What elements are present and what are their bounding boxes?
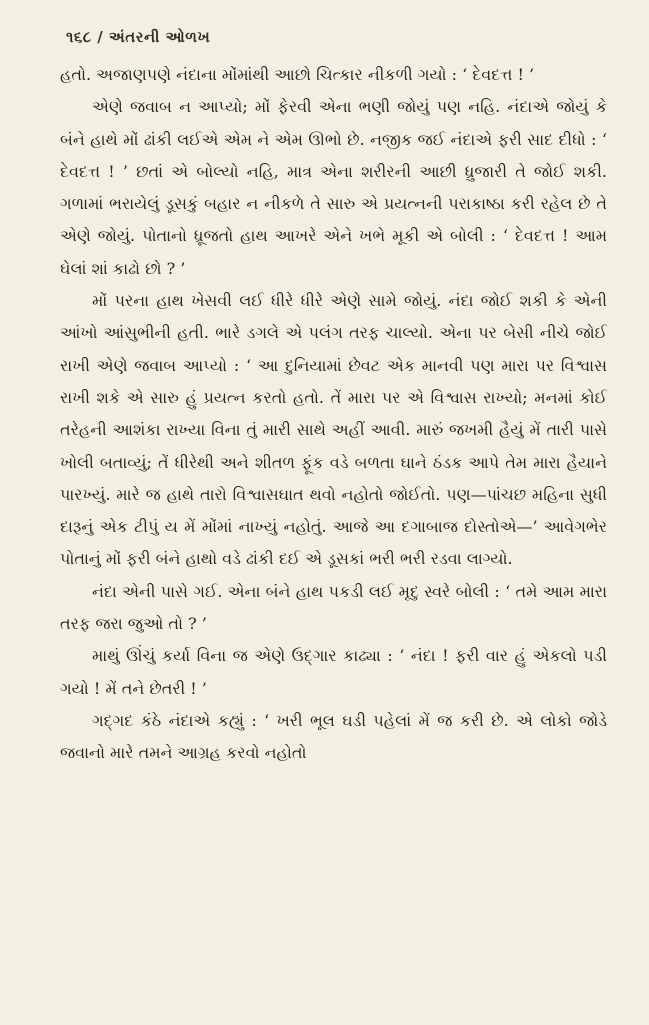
paragraph-2: એણે જવાબ ન આપ્યો; મોં ફેરવી એના ભણી જોયું પણ નહિ. નંદાએ જોયું કે બંને હાથે મોં ઢાંકી લઈએ એમ ને એમ ઊભો છે. નજીક જઈ નંદાએ ફરી સાદ દીધો : ‘ દેવદત્ત ! ’ છતાં એ બોલ્યો નહિ, માત્ર એના શરીરની આછી ધ્રુજારી તે જોઈ શકી. ગળામાં ભરાયેલું ડૂસકું બહાર ન નીકળે તે સારુ એ પ્રયત્નની પરાકાષ્ઠા કરી રહેલ છે તે એણે જોયું. પોતાનો ધ્રૂજતો હાથ આખરે એને ખભે મૂકી એ બોલી : ‘ દેવદત્ત ! આમ ઘેલાં શાં કાઢો છો ? ’ — [60, 97, 607, 278]
paragraph-1: હતો. અજાણપણે નંદાના મોંમાંથી આછો ચિત્કાર નીકળી ગયો : ‘ દેવદત્ત ! ’ — [60, 65, 535, 84]
body-text — [60, 59, 607, 770]
paragraph-3: મોં પરના હાથ ખેસવી લઈ ધીરે ધીરે એણે સામે જોયું. નંદા જોઈ શકી કે એની આંખો આંસુભીની હતી. ભારે ડગલે એ પલંગ તરફ ચાલ્યો. એના પર બેસી નીચે જોઈ રાખી એણે જવાબ આપ્યો : ‘ આ દુનિયામાં છેવટ એક માનવી પણ મારા પર વિશ્વાસ રાખી શકે એ સારુ હું પ્રયત્ન કરતો હતો. તેં મારા પર એ વિશ્વાસ રાખ્યો; મનમાં કોઈ તરેહની આશંકા રાખ્યા વિના તું મારી સાથે અહીં આવી. મારું જખમી હૈયું મેં તારી પાસે ખોલી બતાવ્યું; તેં ધીરેથી અને શીતળ ફૂંક વડે બળતા ઘાને ઠંડક આપે તેમ મારા હૈયાને પારખ્યું. મારે જ હાથે તારો વિશ્વાસઘાત થવો નહોતો જોઈતો. પણ—પાંચછ મહિના સુધી દારૂનું એક ટીપું ય મેં મોંમાં નાખ્યું નહોતું. આજે આ દગાબાજ દોસ્તોએ—’ આવેગભેર પોતાનું મોં ફરી બંને હાથો વડે ઢાંકી દઈ એ ડૂસકાં ભરી ભરી રડવા લાગ્યો. — [60, 291, 607, 569]
paragraph-6: ગદ્ગદ કંઠે નંદાએ કહ્યું : ‘ ખરી ભૂલ ઘડી પહેલાં મેં જ કરી છે. એ લોકો જોડે જવાનો મારે તમને આગ્રહ કરવો નહોતો — [60, 710, 607, 763]
paragraph-5: માથું ઊંચું કર્યા વિના જ એણે ઉદ્ગાર કાઢ્યા : ‘ નંદા ! ફરી વાર હું એકલો પડી ગયો ! મેં તને છેતરી ! ’ — [60, 646, 607, 698]
paragraph-4: નંદા એની પાસે ગઈ. એના બંને હાથ પકડી લઈ મૃદુ સ્વરે બોલી : ‘ તમે આમ મારા તરફ જરા જુઓ તો ? ’ — [60, 581, 607, 634]
running-head: ૧૬૮ / અંતરની ઓળખ — [66, 28, 211, 46]
